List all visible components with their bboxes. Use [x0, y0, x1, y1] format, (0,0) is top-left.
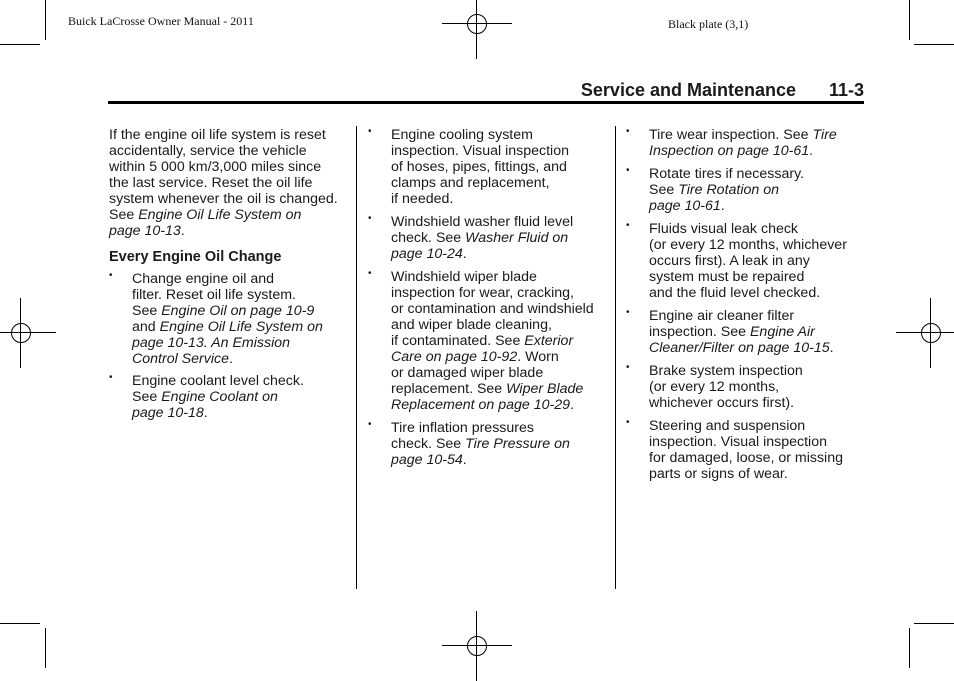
- bullet-icon: •: [368, 213, 372, 224]
- column-1: [109, 127, 349, 427]
- crop-mark: [45, 0, 46, 40]
- registration-mark-icon: [442, 0, 512, 59]
- section-title: Service and Maintenance: [580, 80, 796, 100]
- cross-reference-link[interactable]: page 10-13: [109, 223, 181, 239]
- checklist: [368, 127, 608, 468]
- cross-reference-link[interactable]: Engine Oil Life System on: [138, 207, 302, 223]
- column-divider: [615, 126, 616, 589]
- registration-mark-icon: [442, 611, 512, 681]
- header-rule: [108, 101, 864, 104]
- list-item: • Steering and suspension inspection. Visual inspection for damaged, loose, or missing parts or signs of wear.: [626, 417, 843, 482]
- crop-mark: [0, 44, 40, 45]
- list-item: • Engine air cleaner filter inspection. See Engine Air Cleaner/Filter on page 10-15.: [626, 307, 834, 356]
- cross-reference-link[interactable]: page 10-13: [132, 335, 204, 351]
- cross-reference-link[interactable]: Engine Oil Life System on: [159, 319, 323, 335]
- bullet-icon: •: [368, 419, 372, 430]
- list-item: • Change engine oil and filter. Reset oil life system. See Engine Oil on page 10-9 and Engine Oil Life System on page 10-13. An Emission Control Service.: [109, 270, 323, 367]
- bullet-icon: •: [626, 307, 630, 318]
- crop-mark: [45, 628, 46, 668]
- bullet-icon: •: [626, 362, 630, 373]
- cross-reference-link[interactable]: Inspection on page 10-61: [649, 143, 810, 159]
- cross-reference-link[interactable]: Washer Fluid on: [465, 230, 569, 246]
- bullet-icon: •: [626, 220, 630, 231]
- list-item: • Tire wear inspection. See Tire Inspection on page 10-61.: [626, 126, 837, 159]
- plate-label: Black plate (3,1): [668, 17, 749, 31]
- list-item: • Fluids visual leak check (or every 12 months, whichever occurs first). A leak in any system must be repaired and the fluid level checked.: [626, 220, 847, 301]
- column-divider: [356, 126, 357, 589]
- page-header: [108, 80, 864, 102]
- bullet-icon: •: [626, 165, 630, 176]
- cross-reference-link[interactable]: page 10-18: [132, 405, 204, 421]
- registration-mark-icon: [0, 298, 56, 368]
- intro-paragraph: If the engine oil life system is reset accidentally, service the vehicle within 5 000 km/3,000 miles since the last service. Reset the oil life system whenever the oil is changed. See Engine Oil Life System on page 10-13.: [109, 127, 338, 239]
- cross-reference-link[interactable]: Exterior: [524, 333, 574, 349]
- cross-reference-link[interactable]: Care on page 10-92: [391, 349, 518, 365]
- cross-reference-link[interactable]: Cleaner/Filter on page 10-15: [649, 340, 830, 356]
- cross-reference-link[interactable]: Engine Coolant on: [161, 389, 278, 405]
- list-item: • Brake system inspection (or every 12 months, whichever occurs first).: [626, 362, 803, 411]
- cross-reference-link[interactable]: Wiper Blade: [506, 381, 584, 397]
- crop-mark: [914, 623, 954, 624]
- cross-reference-link[interactable]: Control Service: [132, 351, 229, 367]
- cross-reference-link[interactable]: Engine Oil on page 10-9: [161, 303, 315, 319]
- column-2: [368, 127, 608, 475]
- cross-reference-link[interactable]: Engine Air: [749, 324, 815, 340]
- crop-mark: [914, 44, 954, 45]
- bullet-icon: •: [626, 126, 630, 137]
- bullet-icon: •: [109, 270, 113, 281]
- list-item: • Rotate tires if necessary. See Tire Rotation on page 10-61.: [626, 165, 805, 214]
- cross-reference-link[interactable]: Tire Rotation on: [678, 182, 780, 198]
- crop-mark: [909, 628, 910, 668]
- section-heading: Every Engine Oil Change: [109, 249, 282, 265]
- list-item: • Tire inflation pressures check. See Tire Pressure on page 10-54.: [368, 419, 570, 468]
- list-item: • Engine cooling system inspection. Visual inspection of hoses, pipes, fittings, and clamps and replacement, if needed.: [368, 126, 569, 207]
- cross-reference-link[interactable]: page 10-24: [391, 246, 463, 262]
- manual-title: Buick LaCrosse Owner Manual - 2011: [68, 14, 254, 28]
- bullet-icon: •: [626, 417, 630, 428]
- list-item: • Windshield wiper blade inspection for wear, cracking, or contamination and windshield and wiper blade cleaning, if contaminated. See Exterior Care on page 10-92. Worn or damaged wiper blade replacement. See Wiper Blade Replacement on page 10-29.: [368, 268, 594, 413]
- bullet-icon: •: [368, 126, 372, 137]
- cross-reference-link[interactable]: page 10-61: [649, 198, 721, 214]
- cross-reference-link[interactable]: Tire Pressure on: [465, 436, 570, 452]
- list-item: • Engine coolant level check. See Engine Coolant on page 10-18.: [109, 372, 304, 421]
- column-3: [626, 127, 866, 489]
- bullet-icon: •: [368, 268, 372, 279]
- crop-mark: [0, 623, 40, 624]
- page-number: 11-3: [828, 80, 864, 100]
- cross-reference-link[interactable]: Tire: [812, 127, 837, 143]
- cross-reference-link[interactable]: page 10-54: [391, 452, 463, 468]
- crop-mark: [909, 0, 910, 40]
- bullet-icon: •: [109, 372, 113, 383]
- cross-reference-link[interactable]: Replacement on page 10-29: [391, 397, 571, 413]
- checklist: [109, 271, 349, 421]
- checklist: [626, 127, 866, 482]
- registration-mark-icon: [896, 298, 954, 368]
- list-item: • Windshield washer fluid level check. See Washer Fluid on page 10-24.: [368, 213, 574, 262]
